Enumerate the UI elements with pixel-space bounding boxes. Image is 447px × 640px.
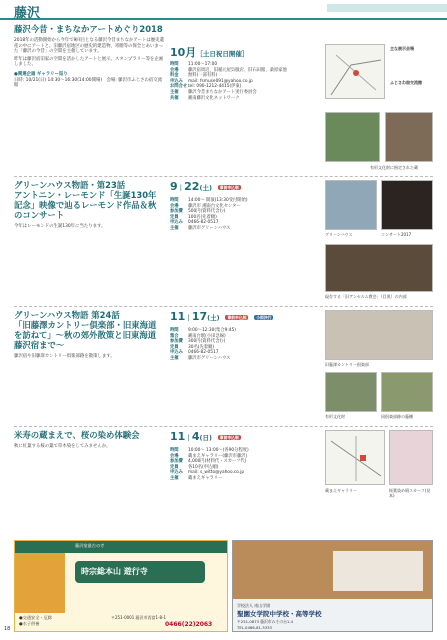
divider	[14, 176, 433, 177]
event-date: 10月［土日祝日開催］	[170, 46, 249, 59]
header-accent-bar	[327, 4, 447, 12]
event-greenhouse-24	[14, 310, 164, 360]
info-row: 時間 10:00〜 13:00〜(各90分程度)	[170, 448, 249, 453]
event-title: 米寿の蔵まえで、桜の染め体験会	[14, 430, 140, 440]
event-info	[170, 62, 320, 101]
info-row: お問合せ tel: 090-1212-4415(伊東)	[170, 84, 242, 90]
gallery-caption: 蔵まえギャラリー	[325, 488, 357, 493]
heritage-photo	[325, 372, 377, 412]
status-badge: 事前申込制	[219, 434, 239, 440]
info-row: 定員 30名(先着順)	[170, 344, 215, 350]
event-date: 11｜4(日) 事前申込制	[170, 430, 239, 443]
event-date: 9｜22(土) 事前申込制	[170, 180, 239, 193]
event-description: 藤沢宿や旧藤澤カントリー倶楽部跡を散策します。	[14, 354, 115, 359]
status-badge: 事前申込制	[227, 314, 247, 320]
info-row: 会場 藤沢市 湘南台文化センター	[170, 203, 241, 209]
info-row: 料金 無料(一部有料)	[170, 73, 218, 79]
event-description: 秋に紅葉する桜の葉で草木染をしてみませんか。	[14, 444, 111, 449]
school-ad	[232, 540, 433, 632]
event-description: 今年はレーモンドの生誕130年に当たります。	[14, 224, 106, 229]
event-greenhouse-23	[14, 180, 164, 230]
info-row: 参加費 300円(資料代含む)	[170, 339, 226, 345]
event-sakura-dye	[14, 430, 164, 450]
info-row: 定員 100名(先着順)	[170, 214, 217, 220]
info-row: 定員 各10名(申込順)	[170, 464, 219, 470]
concert-caption: コンサート2017	[381, 232, 412, 237]
info-row: 主催 藤沢市グリーンハウス	[170, 355, 231, 361]
temple-address: 〒251-0001 藤沢市西富1-8-1	[111, 615, 167, 620]
school-address: 〒251-0873 藤沢市みその台1-4	[237, 619, 294, 624]
info-row: 参加費 4,000円(材料代・スカーフ代)	[170, 459, 247, 465]
temple-ad	[14, 540, 228, 632]
temple-note-1: ●交通安全・厄除	[19, 615, 52, 620]
info-row: 参加費 500円(資料代含む)	[170, 209, 226, 215]
page-header	[0, 0, 447, 20]
event-subtitle: 「旧藤澤カントリー倶楽部・旧東海道を訪ねて」〜秋の郊外散策と旧東海道藤沢宿まで〜	[14, 320, 157, 350]
status-badge: 事前申込制	[219, 184, 239, 190]
info-row: 時間 11:00〜17:00	[170, 62, 218, 67]
school-org: 学校法人 南山学園	[237, 603, 271, 608]
info-row: 主催 藤沢市グリーンハウス	[170, 225, 231, 231]
info-row: 時間 14:00〜 開演(13:30受付開始)	[170, 198, 248, 203]
map-image	[325, 44, 385, 99]
school-name: 聖園女学院中学校・高等学校	[237, 610, 322, 618]
event-title: グリーンハウス物語・第23話	[14, 180, 126, 190]
church-caption: 現存する「旧アンセルム教会」（目黒）の内部	[325, 294, 407, 299]
kura-caption: 有形文化財に指定された蔵	[370, 165, 418, 170]
event-extra: 日時: 10/21(日) 14:30〜16:30(14:00開場) 会場: 藤沢市ふじさわ宿交流館	[14, 77, 163, 89]
info-row: 主催 藤沢今昔まちなかアート実行委員会	[170, 89, 257, 95]
event-info	[170, 198, 320, 232]
greenhouse-caption: グリーンハウス	[325, 232, 353, 237]
scarf-photo	[389, 430, 433, 485]
info-row: 申込み mail: fsmuse091@yahoo.co.jp	[170, 78, 253, 84]
kura-photo	[385, 112, 433, 162]
event-info	[170, 328, 320, 362]
info-row: 会場 藤沢宿周辺、旧稲元屋呉服店、旧石田館、桑原家他	[170, 67, 287, 73]
country-club-photo	[325, 310, 433, 360]
info-row: 時間 9:00〜12:30(集合9:45)	[170, 328, 236, 333]
divider	[14, 306, 433, 307]
fuji-trellis-photo	[381, 372, 433, 412]
temple-phone: 0466(22)2063	[165, 621, 213, 628]
event-extra-title: ●関連企画 ギャラリー巡り	[14, 71, 68, 77]
kouryukan-caption: ふじさわ宿交流館	[390, 80, 422, 85]
info-row: 申込み 0466-82-0517	[170, 220, 219, 226]
temple-name: 時宗総本山 遊行寺	[81, 567, 148, 576]
event-subtitle: アントニン・レーモンド「生誕130年記念」映像で辿るレーモンド作品＆秋のコンサート	[14, 190, 157, 220]
gallery-map-image	[325, 430, 385, 485]
building-photo	[325, 112, 380, 162]
concert-photo	[381, 180, 433, 230]
country-club-caption: 旧藤澤カントリー倶楽部	[325, 362, 369, 367]
temple-tagline: 藤沢宿最古の寺	[75, 543, 105, 548]
event-title: 藤沢今昔・まちなかアートめぐり2018	[14, 24, 163, 34]
divider	[14, 426, 433, 427]
heritage-caption: 有形文化財	[325, 414, 345, 419]
info-row: 申込み 0466-82-0517	[170, 350, 219, 356]
page-number: 18	[4, 626, 11, 632]
event-title: グリーンハウス物語 第24話	[14, 310, 120, 320]
info-row: 共催 湘南藤沢文化ネットワーク	[170, 95, 240, 101]
scarf-caption: 桜葉染め絹スカーフ(見本)	[389, 488, 431, 498]
info-row: 会場 蔵まえギャラリー(藤沢市藤沢)	[170, 453, 248, 459]
info-row: 主催 蔵まえギャラリー	[170, 475, 223, 481]
church-photo	[325, 244, 433, 292]
greenhouse-photo	[325, 180, 377, 230]
trellis-caption: 同倶楽部跡の藤棚	[381, 414, 413, 419]
school-phone: TEL.0466-81-3333	[237, 625, 272, 630]
event-description-2: 昨年は藤沢宿旧家の空間を活かしたアートと展示、スタンプラリー等を企画しました。	[14, 56, 164, 68]
info-row: 集合 湘南台駅(小田急線)	[170, 333, 226, 339]
weather-badge: 小雨決行	[256, 314, 272, 320]
event-date: 11｜17(土) 事前申込制 小雨決行	[170, 310, 272, 323]
temple-note-2: ●水子供養	[19, 621, 40, 626]
event-info	[170, 448, 320, 482]
info-row: 申込み mail: s_witto@yahoo.co.jp	[170, 470, 245, 476]
event-description: 2018年の活動開始から今年で9回目となる藤沢今昔まちなかアートは歴史遺産の中にアートと、旧藤沢宿地区の歴史的建造物、寄贈等の保全とあいまった「藤沢の今昔」の空間を主催しています。	[14, 38, 164, 55]
map-caption: 主な展示会場	[390, 46, 414, 51]
page-title: 藤沢	[14, 6, 41, 21]
